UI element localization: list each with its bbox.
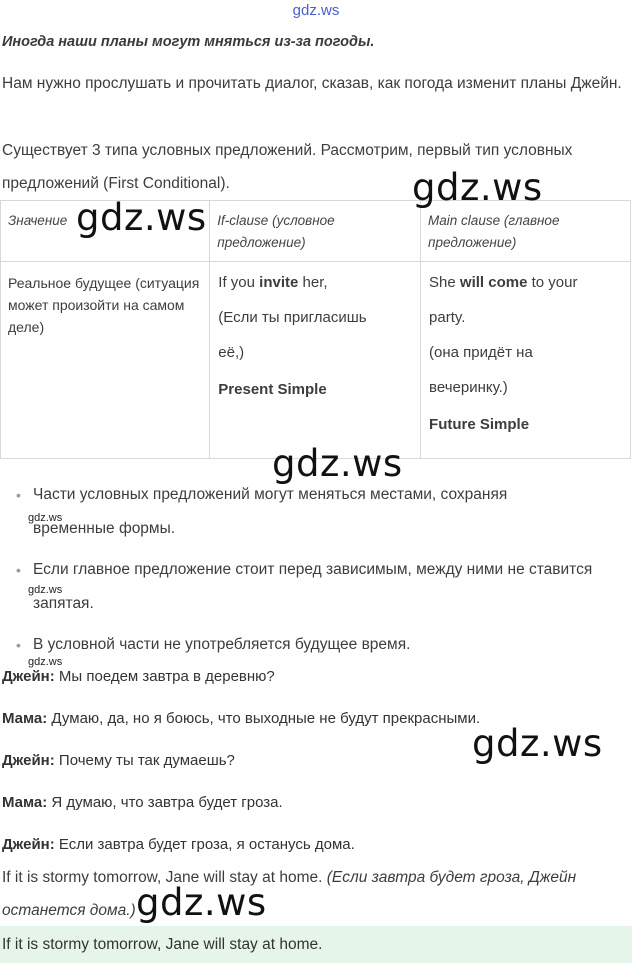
rules-list — [0, 478, 632, 662]
header-meaning: Значение — [1, 201, 210, 262]
bullet-icon: • — [16, 487, 21, 503]
dialogue-line: Джейн: Мы поедем завтра в деревню? — [2, 668, 275, 685]
bullet-icon: • — [16, 637, 21, 653]
list-item: • Если главное предложение стоит перед зависимым, между ними не ставится запятая. — [0, 553, 593, 621]
top-watermark: gdz.ws — [292, 2, 340, 19]
if-clause-example: If you invite her, — [218, 274, 328, 291]
cell-meaning: Реальное будущее (ситуация может произойти на самом деле) — [1, 262, 210, 459]
list-item: • Части условных предложений могут меняться местами, сохраняя временные формы. — [0, 478, 553, 546]
small-watermark: gdz.ws — [28, 512, 63, 524]
small-watermark: gdz.ws — [28, 656, 63, 668]
main-clause-tense: Future Simple — [429, 416, 530, 433]
watermark: gdz.ws — [272, 442, 403, 485]
answer-paragraph: If it is stormy tomorrow, Jane will stay at home. (Если завтра будет гроза, Джейн останется дома.) — [2, 869, 577, 919]
if-clause-translation: (Если ты пригласишь её,) — [218, 309, 367, 361]
highlighted-answer: If it is stormy tomorrow, Jane will stay at home. — [0, 926, 632, 963]
cell-if-clause — [210, 262, 421, 459]
dialogue-line: Мама: Думаю, да, но я боюсь, что выходные не будут прекрасными. — [2, 710, 481, 727]
small-watermark: gdz.ws — [28, 584, 63, 596]
main-clause-example: She will come to your party. — [429, 274, 578, 326]
watermark: gdz.ws — [136, 881, 267, 924]
conditional-types-paragraph: Существует 3 типа условных предложений. Рассмотрим, первый тип условных предложений (First Conditional). — [2, 142, 573, 192]
intro-paragraph: Нам нужно прослушать и прочитать диалог, сказав, как погода изменит планы Джейн. — [2, 75, 622, 92]
cell-main-clause — [421, 262, 631, 459]
main-clause-translation: (она придёт на вечеринку.) — [429, 344, 533, 396]
lesson-heading: Иногда наши планы могут мняться из-за погоды. — [2, 34, 375, 50]
table-row — [1, 262, 631, 459]
header-main-clause: Main clause (главное предложение) — [421, 201, 631, 262]
watermark: gdz.ws — [412, 166, 543, 209]
dialogue-line: Джейн: Почему ты так думаешь? — [2, 752, 235, 769]
watermark: gdz.ws — [76, 196, 207, 239]
dialogue-line: Джейн: Если завтра будет гроза, я останусь дома. — [2, 836, 355, 853]
header-if-clause: If-clause (условное предложение) — [210, 201, 421, 262]
bullet-icon: • — [16, 562, 21, 578]
list-item: • В условной части не употребляется будущее время. — [0, 628, 632, 662]
watermark: gdz.ws — [472, 722, 603, 765]
dialogue-line: Мама: Я думаю, что завтра будет гроза. — [2, 794, 283, 811]
if-clause-tense: Present Simple — [218, 381, 327, 398]
